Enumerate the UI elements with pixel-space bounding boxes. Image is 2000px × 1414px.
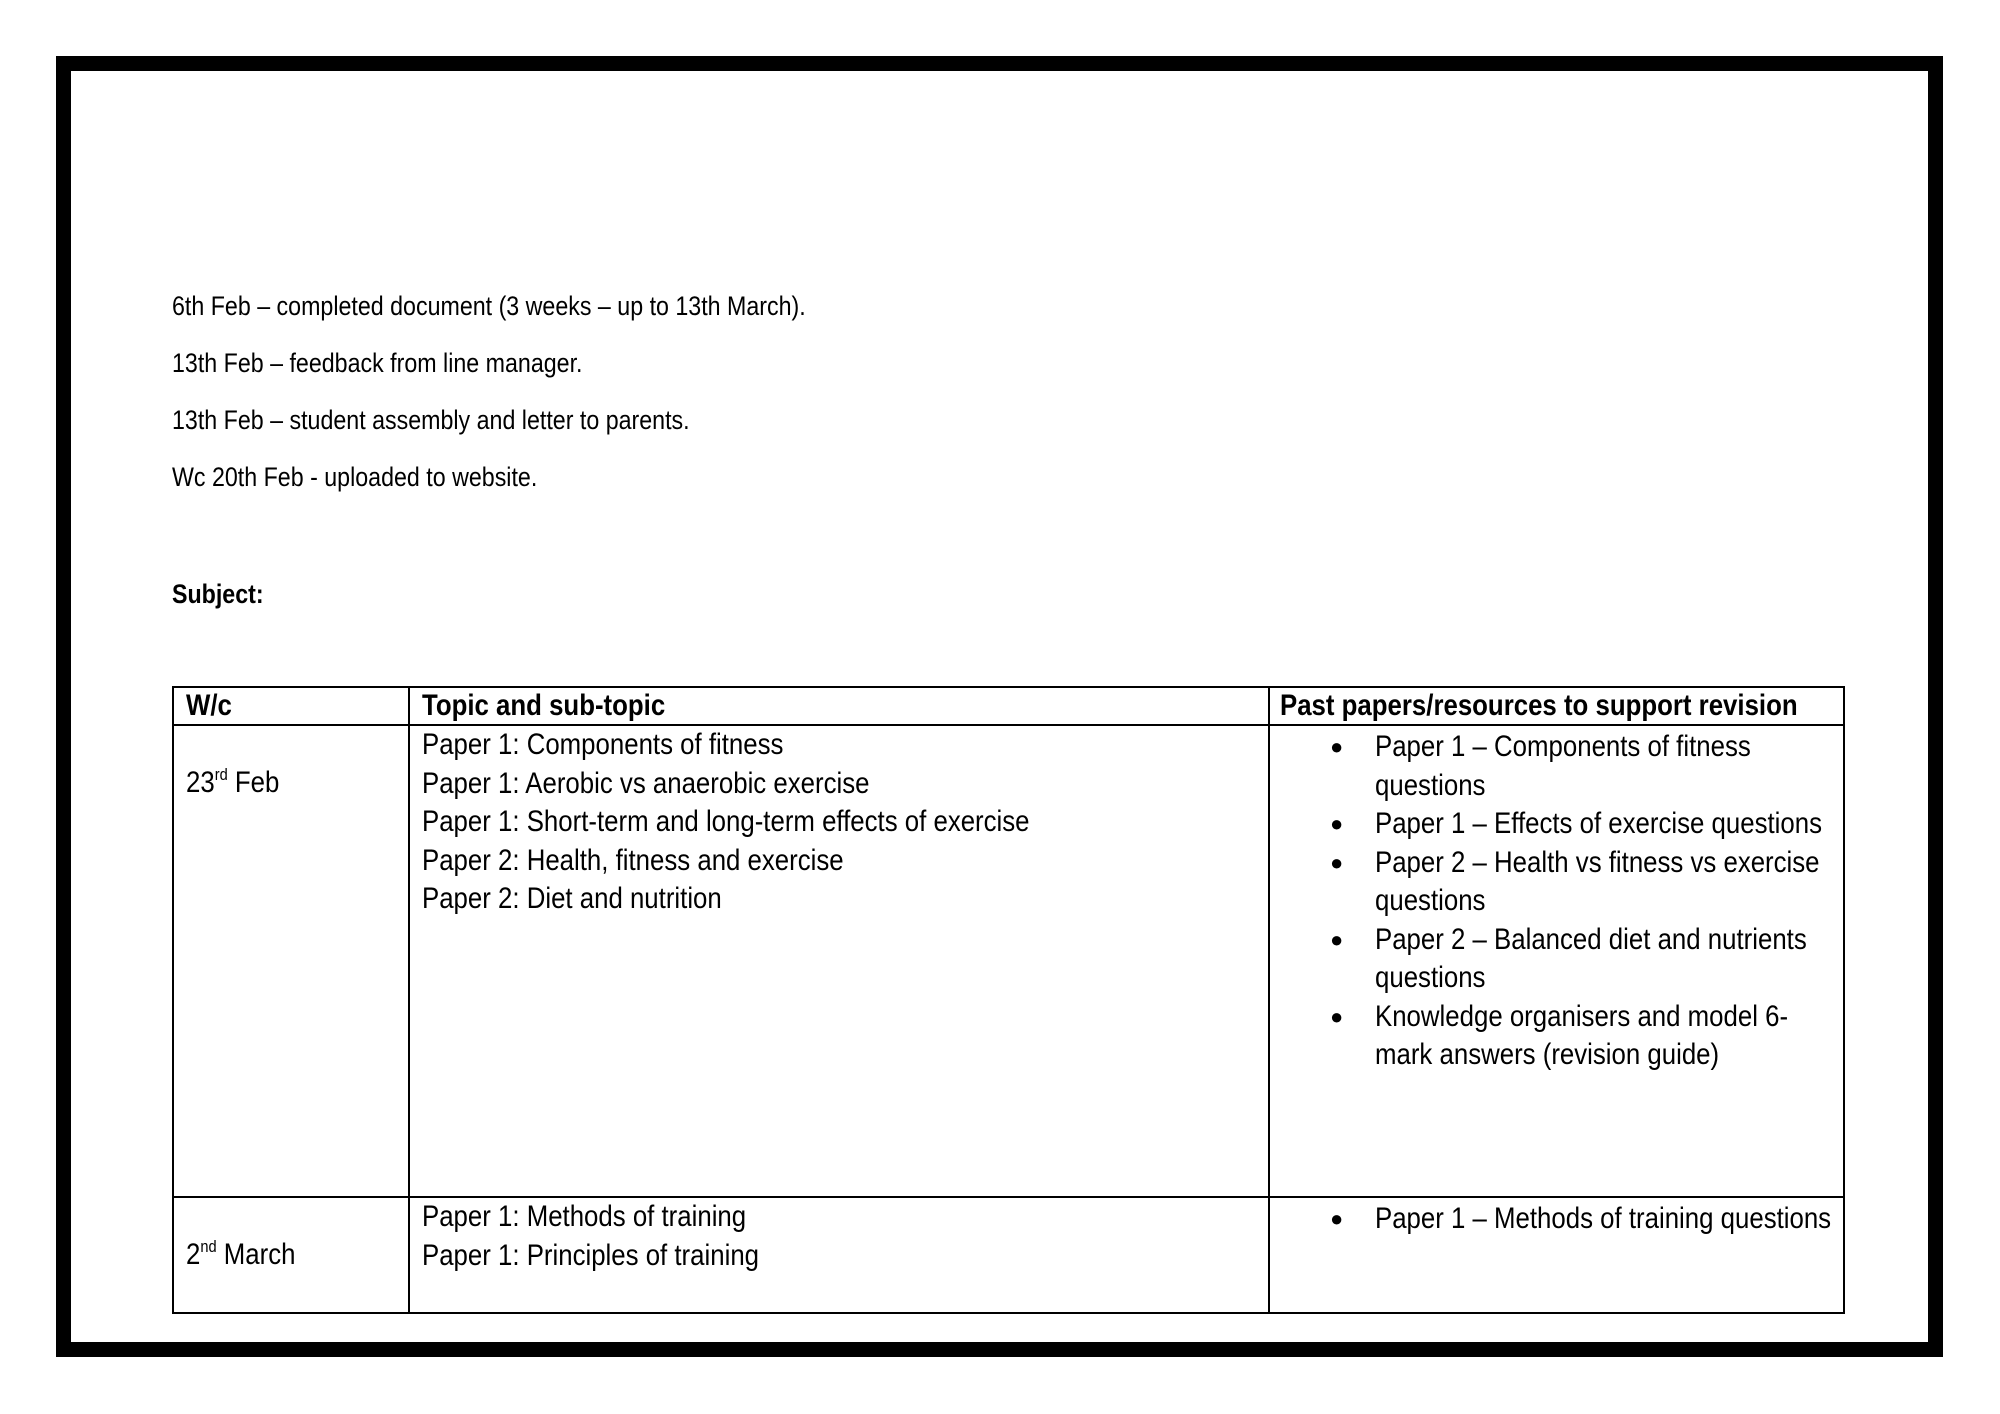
wc-cell	[173, 1197, 409, 1313]
wc-suffix: rd	[214, 765, 228, 784]
bullet-icon: ●	[1330, 811, 1344, 836]
resource-item	[1330, 998, 1843, 1075]
topic-item	[422, 726, 1268, 765]
resources-list	[1282, 1200, 1843, 1239]
intro-line-assembly	[172, 404, 774, 436]
table-row	[173, 725, 1844, 1197]
header-text: Topic and sub-topic	[422, 689, 666, 722]
resource-text: Paper 2 – Balanced diet and nutrients questions	[1375, 922, 1807, 994]
header-topic	[409, 687, 1269, 725]
topic-cell	[409, 725, 1269, 1197]
topic-item	[422, 765, 1268, 804]
resources-cell	[1269, 725, 1844, 1197]
resource-item	[1330, 844, 1843, 921]
header-wc	[173, 687, 409, 725]
header-resources	[1269, 687, 1844, 725]
revision-plan-table	[172, 686, 1845, 1314]
header-text: Past papers/resources to support revision	[1280, 689, 1798, 722]
bullet-icon: ●	[1330, 849, 1344, 875]
bullet-icon: ●	[1330, 734, 1344, 759]
wc-month: Feb	[227, 766, 280, 799]
topic-item	[422, 842, 1268, 881]
topic-item	[422, 880, 1268, 919]
subject-text: Subject:	[172, 579, 264, 609]
bullet-icon: ●	[1330, 926, 1344, 952]
topic-text: Paper 2: Diet and nutrition	[422, 882, 722, 915]
resources-list	[1282, 728, 1843, 1075]
wc-cell	[173, 725, 409, 1197]
intro-text: 6th Feb – completed document (3 weeks – up to 13th March).	[172, 291, 806, 321]
topic-text: Paper 1: Short-term and long-term effects of exercise	[422, 805, 1030, 838]
resource-text: Paper 1 – Effects of exercise questions	[1375, 807, 1822, 840]
resource-item	[1330, 921, 1843, 998]
bullet-icon: ●	[1330, 1003, 1344, 1029]
subject-label	[172, 578, 279, 610]
wc-date	[186, 1236, 295, 1275]
resources-cell	[1269, 1197, 1844, 1313]
intro-line-feedback	[172, 347, 649, 379]
topic-text: Paper 1: Aerobic vs anaerobic exercise	[422, 766, 870, 800]
wc-day: 23	[186, 766, 215, 799]
resource-text: Paper 1 – Methods of training questions	[1375, 1202, 1832, 1235]
table-header-row	[173, 687, 1844, 725]
topic-item	[422, 1198, 1268, 1237]
resource-item	[1330, 1200, 1843, 1239]
intro-text: 13th Feb – feedback from line manager.	[172, 348, 583, 378]
header-text: W/c	[186, 689, 232, 722]
topic-text: Paper 1: Components of fitness	[422, 728, 784, 761]
table-row	[173, 1197, 1844, 1313]
intro-line-completed-document	[172, 290, 909, 322]
topic-text: Paper 1: Methods of training	[422, 1200, 747, 1233]
topic-cell	[409, 1197, 1269, 1313]
resource-text: Paper 2 – Health vs fitness vs exercise questions	[1375, 845, 1820, 917]
topic-text: Paper 2: Health, fitness and exercise	[422, 843, 844, 877]
resource-item	[1330, 805, 1843, 844]
wc-suffix: nd	[200, 1237, 217, 1256]
topic-item	[422, 803, 1268, 842]
resource-item	[1330, 728, 1843, 805]
bullet-icon: ●	[1330, 1206, 1344, 1231]
resource-text: Paper 1 – Components of fitness questions	[1375, 730, 1751, 802]
intro-text: 13th Feb – student assembly and letter to parents.	[172, 405, 690, 435]
wc-day: 2	[186, 1238, 201, 1271]
resource-text: Knowledge organisers and model 6-mark answers (revision guide)	[1375, 999, 1789, 1071]
topic-item	[422, 1237, 1268, 1276]
intro-text: Wc 20th Feb - uploaded to website.	[172, 462, 538, 492]
intro-line-uploaded	[172, 461, 597, 493]
wc-date	[186, 764, 279, 803]
wc-month: March	[216, 1238, 296, 1271]
topic-text: Paper 1: Principles of training	[422, 1238, 760, 1272]
